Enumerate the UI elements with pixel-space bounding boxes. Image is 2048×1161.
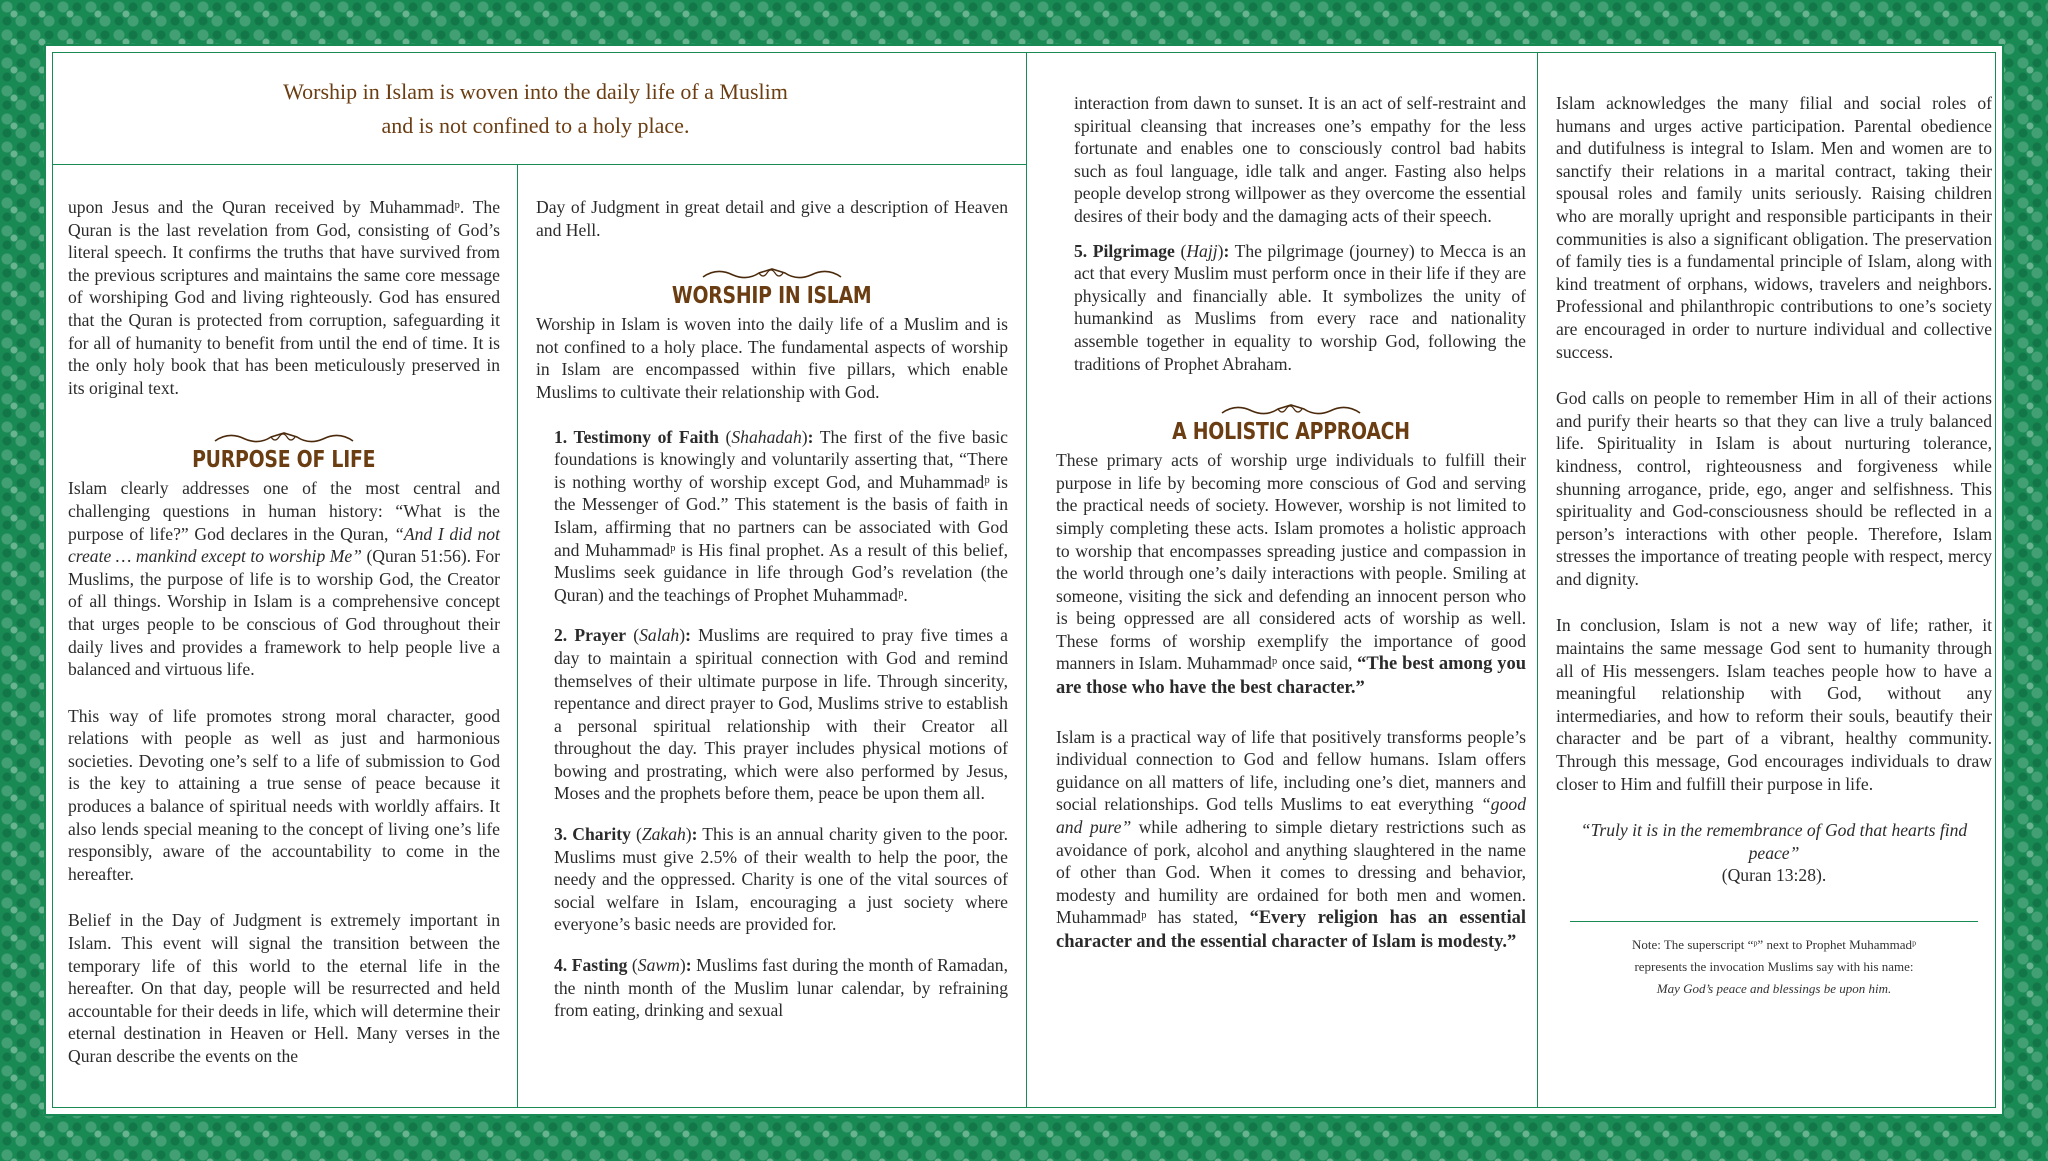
worship-in-islam-heading: WORSHIP IN ISLAM	[672, 283, 872, 310]
col3-p3-a: Islam is a practical way of life that positively transforms people’s individual connection to God and fellow humans. Islam offers guidance on all matters of life, including one’s diet, manners and social relationships. God tells Muslims to eat everything	[1056, 726, 1526, 815]
callout-text: Worship in Islam is woven into the daily life of a Muslim and is not confined to a holy place.	[283, 79, 788, 138]
pillar-3: 3. Charity (Zakah): This is an annual charity given to the poor. Muslims must give 2.5% of their wealth to help the poor, the needy and the oppressed. Charity is one of the vital sources of social welfare in Islam, encouraging a just society where everyone’s basic needs are provided for.	[554, 824, 1008, 935]
holistic-heading-block	[1056, 401, 1526, 445]
flourish-ornament-icon	[209, 429, 359, 447]
column-4	[1556, 92, 1992, 1000]
col1-p2-before: Islam clearly addresses one of the most central and challenging questions in human history: “What is the purpose of life?” God declares in the Quran,	[68, 478, 500, 544]
col3-p3-b: while adhering to simple dietary restrictions such as avoidance of pork, alcohol and anything slaughtered in the name of other than God. When it comes to dressing and behavior, modesty and humility are ordained for both men and women. Muhammadᵖ has stated,	[1056, 817, 1527, 928]
pillar-3-text: This is an annual charity given to the poor. Muslims must give 2.5% of their wealth to help the poor, the needy and the oppressed. Charity is one of the vital sources of social welfare in Islam, encouraging a just society where everyone’s basic needs are provided for.	[554, 824, 1008, 935]
pillar-2-title: 2. Prayer	[554, 625, 627, 646]
pillar-4-title: 4. Fasting	[554, 955, 628, 976]
col2-paragraph-1: Day of Judgment in great detail and give a description of Heaven and Hell.	[536, 197, 1008, 240]
pillar-1-term: Shahadah	[731, 426, 802, 447]
col3-paragraph-3	[1056, 726, 1526, 954]
col1-p2-after: (Quran 51:56). For Muslims, the purpose of life is to worship God, the Creator of all things. Worship in Islam is a comprehensive concept that urges people to be conscious of God throughout their daily lives and provides a framework to help people live a balanced and virtuous life.	[68, 546, 500, 680]
divider-2	[1026, 52, 1027, 1108]
col1-paragraph-3: This way of life promotes strong moral character, good relations with people as well as just and harmonious societies. Devoting one’s self to a life of submission to God is the key to attaining a true sense of peace because it produces a balance of spiritual needs with worldly affairs. It also lends special meaning to the concept of living one’s life responsibly, aware of the accountability to come in the hereafter.	[68, 705, 500, 884]
pillar-2-term: Salah	[639, 625, 680, 646]
pillar-1-title: 1. Testimony of Faith	[554, 426, 719, 447]
col1-paragraph-2	[68, 477, 500, 680]
pillar-5-text: The pilgrimage (journey) to Mecca is an act that every Muslim must perform once in their life if they are physically and financially able. It symbolizes the unity of humankind as Muslims from every race and nationality assemble together in equality to worship God, following the traditions of Prophet Abraham.	[1074, 240, 1526, 374]
col4-paragraph-3: In conclusion, Islam is not a new way of life; rather, it maintains the same message God sent to humanity through all of His messengers. Islam teaches people how to have a meaningful relationship with God, without any intermediaries, and how to reform their souls, beautify their character and be part of a vibrant, healthy community. Through this message, God encourages individuals to draw closer to Him and fulfill their purpose in life.	[1556, 615, 1992, 794]
pillar-3-title: 3. Charity	[554, 824, 631, 845]
pillar-2-text: Muslims are required to pray five times a day to maintain a spiritual connection with God and remind themselves of their ultimate purpose in life. Through sincerity, repentance and direct prayer to God, Muslims strive to establish a personal spiritual relationship with their Creator all throughout the day. This prayer includes physical motions of bowing and prostrating, which were also performed by Jesus, Moses and the prophets before them, peace be upon them all.	[554, 625, 1008, 804]
footnote-line-3: May God’s peace and blessings be upon him.	[1656, 981, 1892, 996]
callout-box	[54, 54, 1017, 164]
closing-quote-text: “Truly it is in the remembrance of God that hearts find peace”	[1580, 820, 1968, 863]
callout-divider	[52, 164, 1026, 165]
worship-heading-block	[536, 265, 1008, 309]
col1-p2-quote: “And I did not create … mankind except to worship Me”	[68, 523, 500, 567]
divider-1	[517, 164, 518, 1108]
brochure-panel	[44, 44, 2004, 1116]
col3-p2-text: These primary acts of worship urge individuals to fulfill their purpose in life by becoming more conscious of God and serving the practical needs of society. However, worship is not limited to simply completing these acts. Islam promotes a holistic approach to worship that encompasses spreading justice and compassion in the world through one’s daily interactions with people. Smiling at someone, visiting the sick and defending an innocent person who is being oppressed are all considered acts of worship as well. These forms of worship exemplify the importance of good manners in Islam. Muhammadᵖ once said,	[1056, 450, 1526, 674]
pillar-5-term: Hajj	[1186, 240, 1218, 261]
footnote	[1556, 934, 1992, 1000]
note-divider	[1570, 921, 1978, 922]
pillar-3-term: Zakah	[641, 824, 686, 845]
pillar-5-title: 5. Pilgrimage	[1074, 240, 1175, 261]
pillar-1-text: The first of the five basic foundations is knowingly and voluntarily asserting that, “There is nothing worthy of worship except God, and Muhammadᵖ is the Messenger of God.” This statement is the basis of faith in Islam, affirming that no partners can be associated with God and Muhammadᵖ is His final prophet. As a result of this belief, Muslims seek guidance in life through God’s revelation (the Quran) and the teachings of Prophet Muhammadᵖ.	[554, 426, 1008, 605]
col3-p2-quote: “The best among you are those who have the best character.”	[1056, 654, 1526, 699]
col3-paragraph-2	[1056, 449, 1526, 700]
pillar-5: 5. Pilgrimage (Hajj): The pilgrimage (journey) to Mecca is an act that every Muslim must perform once in their life if they are physically and financially able. It symbolizes the unity of humankind as Muslims from every race and nationality assemble together in equality to worship God, following the traditions of Prophet Abraham.	[1074, 240, 1526, 374]
pillar-2: 2. Prayer (Salah): Muslims are required to pray five times a day to maintain a spiritual connection with God and remind themselves of their ultimate purpose in life. Through sincerity, repentance and direct prayer to God, Muslims strive to establish a personal spiritual relationship with their Creator all throughout the day. This prayer includes physical motions of bowing and prostrating, which were also performed by Jesus, Moses and the prophets before them, peace be upon them all.	[554, 625, 1008, 804]
footnote-line-2: represents the invocation Muslims say with his name:	[1634, 959, 1914, 974]
col1-paragraph-4: Belief in the Day of Judgment is extremely important in Islam. This event will signal the transition between the temporary life of this world to the eternal life in the hereafter. On that day, people will be resurrected and held accountable for their deeds in life, which will determine their eternal destination in Heaven or Hell. Many verses in the Quran describe the events on the	[68, 910, 500, 1066]
holistic-approach-heading: A HOLISTIC APPROACH	[1172, 419, 1410, 446]
pillar-1: 1. Testimony of Faith (Shahadah): The first of the five basic foundations is knowingly and voluntarily asserting that, “There is nothing worthy of worship except God, and Muhammadᵖ is the Messenger of God.” This statement is the basis of faith in Islam, affirming that no partners can be associated with God and Muhammadᵖ is His final prophet. As a result of this belief, Muslims seek guidance in life through God’s revelation (the Quran) and the teachings of Prophet Muhammadᵖ.	[554, 426, 1008, 605]
col3-p3-quote: “good and pure”	[1056, 794, 1526, 838]
closing-quote	[1556, 819, 1992, 887]
pillar-4-term: Sawm	[637, 955, 680, 976]
purpose-heading-block	[68, 429, 500, 473]
column-2	[536, 196, 1008, 1040]
col3-p3-quote2: “Every religion has an essential character and the essential character of Islam is modesty.”	[1056, 908, 1526, 952]
col1-paragraph-1: upon Jesus and the Quran received by Muhammadᵖ. The Quran is the last revelation from God, consisting of God’s literal speech. It confirms the truths that have survived from the previous scriptures and maintains the same core message of worshiping God and living righteously. God has ensured that the Quran is protected from corruption, safeguarding it for all of humanity to benefit from until the end of time. It is the only holy book that has been meticulously preserved in its original text.	[68, 197, 500, 398]
col2-intro: Worship in Islam is woven into the daily life of a Muslim and is not confined to a holy place. The fundamental aspects of worship in Islam are encompassed within five pillars, which enable Muslims to cultivate their relationship with God.	[536, 314, 1008, 402]
divider-3	[1537, 52, 1538, 1108]
pillar-4-text: Muslims fast during the month of Ramadan, the ninth month of the Muslim lunar calendar, by refraining from eating, drinking and sexual	[554, 955, 1008, 1021]
column-3	[1056, 92, 1526, 954]
purpose-of-life-heading: PURPOSE OF LIFE	[192, 447, 376, 474]
pillar-4: 4. Fasting (Sawm): Muslims fast during the month of Ramadan, the ninth month of the Muslim lunar calendar, by refraining from eating, drinking and sexual	[554, 955, 1008, 1021]
col4-paragraph-2: God calls on people to remember Him in all of their actions and purify their hearts so that they can live a truly balanced life. Spirituality in Islam is about nurturing tolerance, kindness, control, righteousness and forgiveness while shunning arrogance, pride, ego, anger and selfishness. This spirituality and God-consciousness should be reflected in a person’s interactions with other people. Therefore, Islam stresses the importance of treating people with respect, mercy and dignity.	[1556, 388, 1992, 589]
footnote-line-1: Note: The superscript “ᵖ” next to Prophet Muhammadᵖ	[1631, 937, 1917, 952]
flourish-ornament-icon	[697, 265, 847, 283]
col3-paragraph-1: interaction from dawn to sunset. It is an act of self-restraint and spiritual cleansing that increases one’s empathy for the less fortunate and enables one to consciously control bad habits such as foul language, idle talk and anger. Fasting also helps people develop strong willpower as they overcome the essential desires of their body and the damaging acts of their speech.	[1074, 93, 1526, 226]
column-1	[68, 196, 500, 1068]
closing-quote-reference: (Quran 13:28).	[1721, 865, 1827, 886]
col4-paragraph-1: Islam acknowledges the many filial and social roles of humans and urges active participation. Parental obedience and dutifulness is integral to Islam. Men and women are to sanctify their relations in a marital contract, taking their spousal roles and family units seriously. Raising children who are morally upright and responsible participants in their communities is also a significant obligation. The preservation of family ties is a fundamental principle of Islam, along with kind treatment of orphans, widows, travelers and neighbors. Professional and philanthropic contributions to one’s society are encouraged in order to nurture individual and collective success.	[1556, 93, 1992, 362]
flourish-ornament-icon	[1216, 401, 1366, 419]
